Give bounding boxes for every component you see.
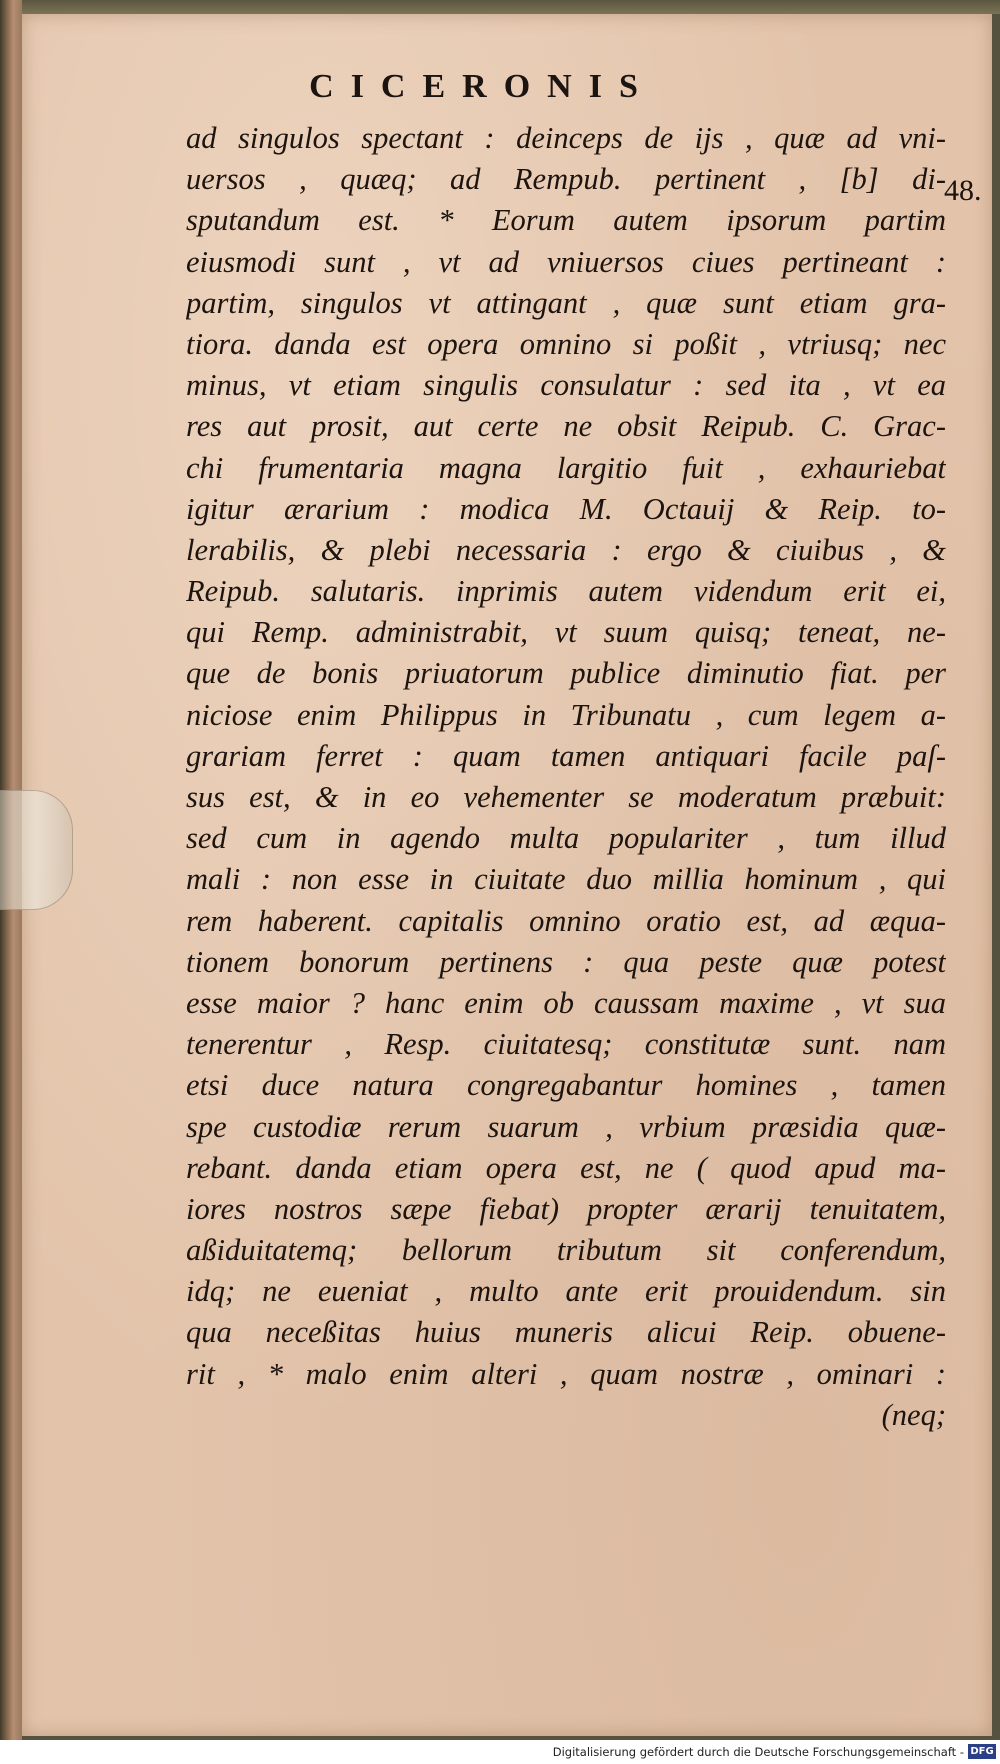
text-line: que de bonis priuatorum publice diminutio fiat. per [186,656,946,691]
page-clip [0,790,73,910]
text-line: mali : non esse in ciuitate duo millia hominum , qui [186,862,946,897]
catchword: (neq; [881,1397,946,1432]
footer-credit: Digitalisierung gefördert durch die Deutsche Forschungsgemeinschaft - [552,1745,964,1759]
body-text [186,118,946,1436]
text-line: spe custodiæ rerum suarum , vrbium præsidia quæ- [186,1109,946,1144]
text-line: chi frumentaria magna largitio fuit , exhauriebat [186,450,946,485]
text-line: qua neceßitas huius muneris alicui Reip. obuene- [186,1315,946,1350]
digitization-footer [0,1740,1000,1764]
text-line: qui Remp. administrabit, vt suum quisq; teneat, ne- [186,615,946,650]
text-line: sputandum est. * Eorum autem ipsorum partim [186,203,946,238]
text-line: res aut prosit, aut certe ne obsit Reipub. C. Grac- [186,409,946,444]
text-line: tenerentur , Resp. ciuitatesq; constitutæ sunt. nam [186,1027,946,1062]
text-line: sed cum in agendo multa populariter , tum illud [186,821,946,856]
text-line: igitur ærarium : modica M. Octauij & Reip. to- [186,491,946,526]
text-line: lerabilis, & plebi necessaria : ergo & ciuibus , & [186,532,946,567]
text-line: tiora. danda est opera omnino si poßit , vtriusq; nec [186,326,946,361]
text-line: tionem bonorum pertinens : qua peste quæ potest [186,944,946,979]
text-line: sus est, & in eo vehementer se moderatum præbuit: [186,780,946,814]
text-line: minus, vt etiam singulis consulatur : sed ita , vt ea [186,368,946,403]
text-line: rit , * malo enim alteri , quam nostræ , ominari : [186,1356,946,1391]
margin-note: 48. [944,174,982,207]
text-line: partim, singulos vt attingant , quæ sunt etiam gra- [186,285,946,320]
text-line: rem haberent. capitalis omnino oratio est, ad æqua- [186,903,946,938]
text-line: idq; ne eueniat , multo ante erit prouidendum. sin [186,1274,946,1309]
text-line: aßiduitatemq; bellorum tributum sit conferendum, [186,1233,946,1268]
text-line: niciose enim Philippus in Tribunatu , cum legem a- [186,697,946,732]
text-line: ad singulos spectant : deinceps de ijs , quæ ad vni- [186,121,946,155]
page-top-edge [22,0,1000,14]
text-line: eiusmodi sunt , vt ad vniuersos ciues pertineant : [186,244,946,279]
text-line: Reipub. salutaris. inprimis autem videndum erit ei, [186,574,946,609]
running-head: CICERONIS [309,68,655,105]
text-line: grariam ferret : quam tamen antiquari facile paſ- [186,738,946,773]
text-line: etsi duce natura congregabantur homines , tamen [186,1068,946,1103]
text-line: uersos , quæq; ad Rempub. pertinent , [b] di- [186,162,946,197]
text-line: iores nostros sæpe fiebat) propter ærarij tenuitatem, [186,1191,946,1226]
text-line: esse maior ? hanc enim ob caussam maxime , vt sua [186,985,946,1020]
dfg-logo-icon: DFG [968,1744,996,1759]
text-line: rebant. danda etiam opera est, ne ( quod apud ma- [186,1150,946,1185]
